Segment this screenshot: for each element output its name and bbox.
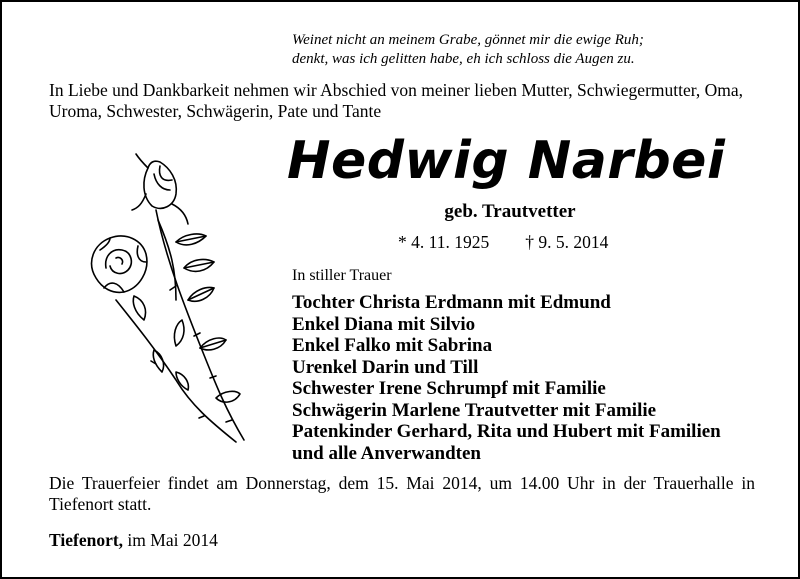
life-dates [398,231,608,253]
birth-date: * 4. 11. 1925 [398,232,490,252]
deceased-name: Hedwig Narbei [287,131,726,191]
list-item: Schwester Irene Schrumpf mit Familie [292,378,606,399]
poem-line: Weinet nicht an meinem Grabe, gönnet mir die ewige Ruh; [292,32,644,48]
list-item: Tochter Christa Erdmann mit Edmund [292,292,611,313]
mourners-list [292,292,721,464]
list-item: Schwägerin Marlene Trautvetter mit Familie [292,399,657,421]
maiden-name: geb. Trautvetter [444,201,576,222]
list-item: und alle Anverwandten [292,442,481,464]
closing-date: im Mai 2014 [127,530,218,550]
place-date [49,529,218,551]
closing-place: Tiefenort, [49,530,124,550]
poem-verse [292,31,644,69]
intro-text: In Liebe und Dankbarkeit nehmen wir Abschied von meiner lieben Mutter, Schwiegermutter, Oma, Uroma, Schwester, Schwägerin, Pate und Tante [49,80,744,121]
rose-icon [76,150,256,450]
funeral-notice: Die Trauerfeier findet am Donnerstag, dem 15. Mai 2014, um 14.00 Uhr in der Trauerhalle in Tiefenort statt. [49,473,755,514]
list-item: Urenkel Darin und Till [292,356,479,378]
mourning-label: In stiller Trauer [292,267,392,284]
poem-line: denkt, was ich gelitten habe, eh ich schloss die Augen zu. [292,51,635,67]
list-item: Enkel Diana mit Silvio [292,313,476,335]
death-date: † 9. 5. 2014 [525,232,609,252]
list-item: Enkel Falko mit Sabrina [292,335,493,356]
list-item: Patenkinder Gerhard, Rita und Hubert mit Familien [292,421,721,442]
